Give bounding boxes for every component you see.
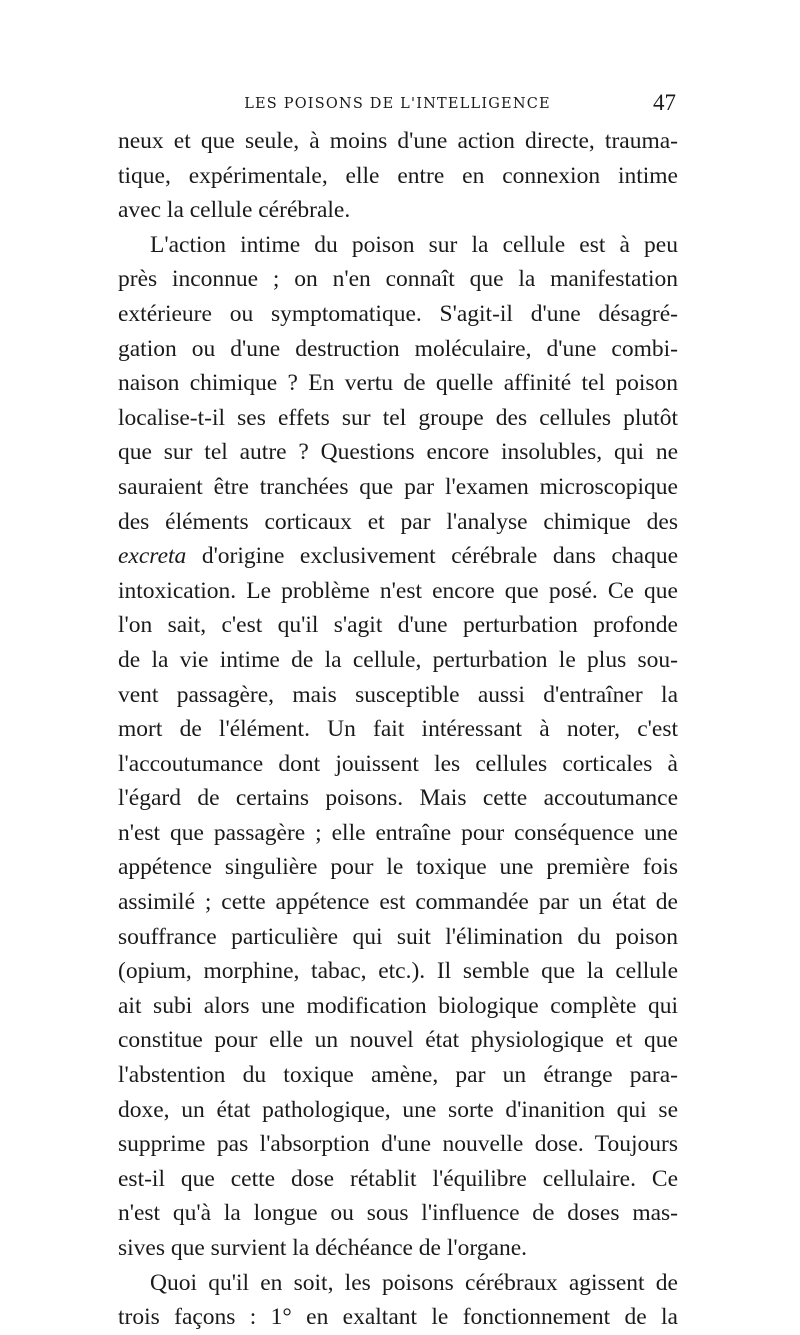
text-line: est-il que cette dose rétablit l'équilibre cellulaire. Ce <box>118 1165 678 1192</box>
text-line-rest: d'origine exclusivement cérébrale dans chaque <box>201 543 678 570</box>
text-line: l'on sait, c'est qu'il s'agit d'une perturbation profonde <box>118 612 678 639</box>
text-line: près inconnue ; on n'en connaît que la manifestation <box>118 266 678 293</box>
text-line: avec la cellule cérébrale. <box>118 197 351 224</box>
text-line: appétence singulière pour le toxique une première fois <box>118 854 678 881</box>
text-line: n'est que passagère ; elle entraîne pour conséquence une <box>118 819 678 846</box>
text-line: n'est qu'à la longue ou sous l'influence de doses mas- <box>118 1200 678 1227</box>
text-line: supprime pas l'absorption d'une nouvelle dose. Toujours <box>118 1131 678 1158</box>
text-line: gation ou d'une destruction moléculaire, d'une combi- <box>118 335 678 362</box>
text-line: neux et que seule, à moins d'une action directe, trauma- <box>118 128 678 154</box>
page-header <box>115 90 680 120</box>
text-line: souffrance particulière qui suit l'élimination du poison <box>118 923 678 950</box>
page-number: 47 <box>653 90 676 115</box>
running-head: LES POISONS DE L'INTELLIGENCE <box>244 96 551 112</box>
text-line: de la vie intime de la cellule, perturbation le plus sou- <box>118 646 678 673</box>
text-line: que sur tel autre ? Questions encore insolubles, qui ne <box>118 439 678 466</box>
text-line: mort de l'élément. Un fait intéressant à noter, c'est <box>118 716 678 743</box>
text-line: L'action intime du poison sur la cellule est à peu <box>150 231 678 258</box>
text-line: doxe, un état pathologique, une sorte d'inanition qui se <box>118 1096 678 1123</box>
text-line: sauraient être tranchées que par l'examen microscopique <box>118 473 678 500</box>
text-line: trois façons : 1° en exaltant le fonctionnement de la <box>118 1304 678 1331</box>
text-line: l'accoutumance dont jouissent les cellules corticales à <box>118 750 678 777</box>
text-line: ait subi alors une modification biologique complète qui <box>118 992 678 1019</box>
text-line: localise-t-il ses effets sur tel groupe des cellules plutôt <box>118 404 678 431</box>
text-line: vent passagère, mais susceptible aussi d'entraîner la <box>118 681 678 708</box>
text-line: sives que survient la déchéance de l'organe. <box>118 1235 528 1261</box>
text-line: extérieure ou symptomatique. S'agit-il d'une désagré- <box>118 300 678 327</box>
text-line: (opium, morphine, tabac, etc.). Il semble que la cellule <box>118 958 678 985</box>
text-line: des éléments corticaux et par l'analyse chimique des <box>118 508 678 535</box>
text-line: naison chimique ? En vertu de quelle affinité tel poison <box>118 370 678 397</box>
text-line: l'égard de certains poisons. Mais cette accoutumance <box>118 785 678 812</box>
italic-word: excreta <box>118 543 187 570</box>
text-line: Quoi qu'il en soit, les poisons cérébraux agissent de <box>150 1269 678 1296</box>
text-line: l'abstention du toxique amène, par un étrange para- <box>118 1062 678 1089</box>
text-line <box>118 539 678 574</box>
body-text <box>118 124 678 1335</box>
text-line: intoxication. Le problème n'est encore que posé. Ce que <box>118 577 678 604</box>
text-line: tique, expérimentale, elle entre en connexion intime <box>118 162 678 189</box>
text-line: constitue pour elle un nouvel état physiologique et que <box>118 1027 678 1054</box>
text-line: assimilé ; cette appétence est commandée par un état de <box>118 889 678 916</box>
